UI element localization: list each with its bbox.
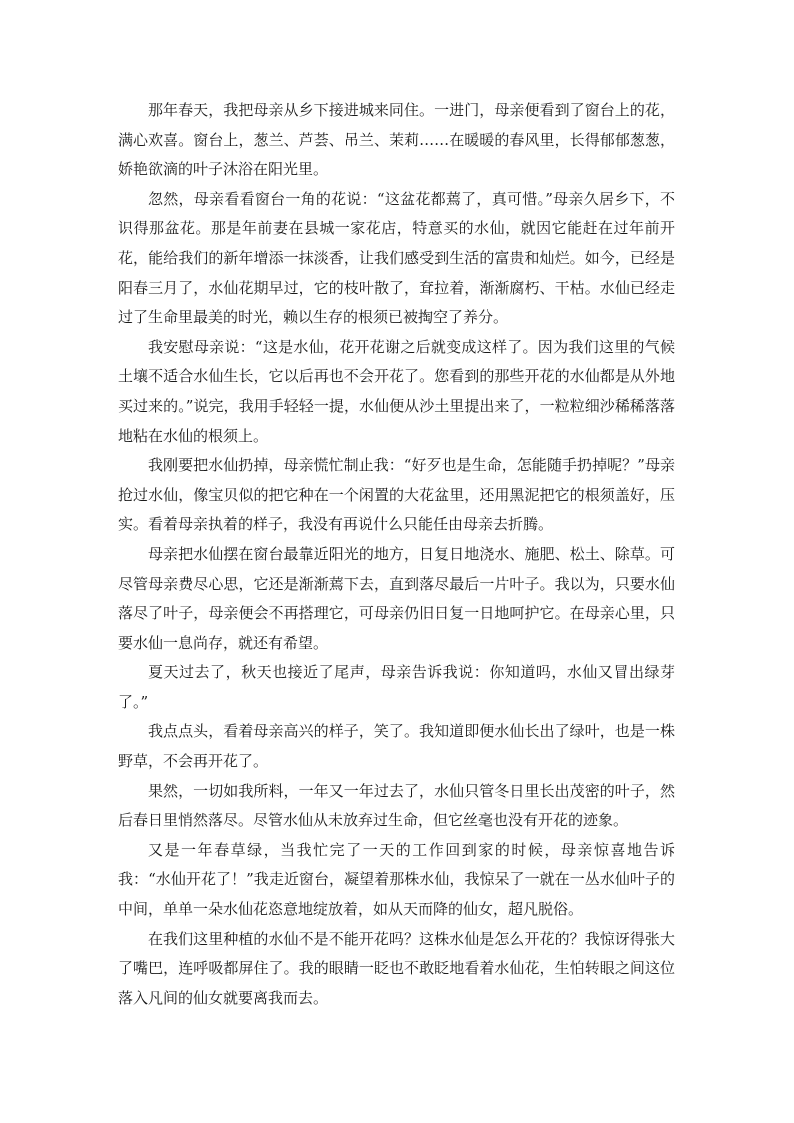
paragraph-2: 忽然，母亲看看窗台一角的花说：“这盆花都蔫了，真可惜。”母亲久居乡下，不识得那盆花。那是年前妻在县城一家花店，特意买的水仙，就因它能赶在过年前开花，能给我们的新年增添一抹淡香，让我们感受到生活的富贵和灿烂。如今，已经是阳春三月了，水仙花期早过，它的枝叶散了，耷拉着，渐渐腐朽、干枯。水仙已经走过了生命里最美的时光，赖以生存的根须已被掏空了养分。	[118, 189, 675, 327]
paragraph-5: 母亲把水仙摆在窗台最靠近阳光的地方，日复日地浇水、施肥、松土、除草。可尽管母亲费尽心思，它还是渐渐蔫下去，直到落尽最后一片叶子。我以为，只要水仙落尽了叶子，母亲便会不再搭理它，可母亲仍旧日复一日地呵护它。在母亲心里，只要水仙一息尚存，就还有希望。	[118, 544, 675, 652]
article-body	[118, 96, 675, 1013]
paragraph-8: 果然，一切如我所料，一年又一年过去了，水仙只管冬日里长出茂密的叶子，然后春日里悄然落尽。尽管水仙从未放弃过生命，但它丝毫也没有开花的迹象。	[118, 781, 675, 830]
paragraph-4: 我刚要把水仙扔掉，母亲慌忙制止我：“好歹也是生命，怎能随手扔掉呢？”母亲抢过水仙，像宝贝似的把它种在一个闲置的大花盆里，还用黑泥把它的根须盖好，压实。看着母亲执着的样子，我没有再说什么只能任由母亲去折腾。	[118, 456, 675, 534]
paragraph-9: 又是一年春草绿，当我忙完了一天的工作回到家的时候，母亲惊喜地告诉我：“水仙开花了！”我走近窗台，凝望着那株水仙，我惊呆了一就在一丛水仙叶子的中间，单单一朵水仙花恣意地绽放着，如从天而降的仙女，超凡脱俗。	[118, 840, 675, 919]
paragraph-7: 我点点头，看着母亲高兴的样子，笑了。我知道即便水仙长出了绿叶，也是一株野草，不会再开花了。	[118, 722, 675, 771]
paragraph-10: 在我们这里种植的水仙不是不能开花吗？这株水仙是怎么开花的？我惊讶得张大了嘴巴，连呼吸都屏住了。我的眼睛一眨也不敢眨地看着水仙花，生怕转眼之间这位落入凡间的仙女就要离我而去。	[118, 929, 675, 1007]
paragraph-3: 我安慰母亲说：“这是水仙，花开花谢之后就变成这样了。因为我们这里的气候土壤不适合水仙生长，它以后再也不会开花了。您看到的那些开花的水仙都是从外地买过来的。”说完，我用手轻轻一提，水仙便从沙土里提出来了，一粒粒细沙稀稀落落地粘在水仙的根须上。	[118, 337, 675, 445]
paragraph-6: 夏天过去了，秋天也接近了尾声，母亲告诉我说：你知道吗，水仙又冒出绿芽了。”	[118, 663, 675, 711]
paragraph-1: 那年春天，我把母亲从乡下接进城来同住。一进门，母亲便看到了窗台上的花，满心欢喜。窗台上，葱兰、芦荟、吊兰、茉莉……在暖暖的春风里，长得郁郁葱葱，娇艳欲滴的叶子沐浴在阳光里。	[118, 101, 675, 179]
